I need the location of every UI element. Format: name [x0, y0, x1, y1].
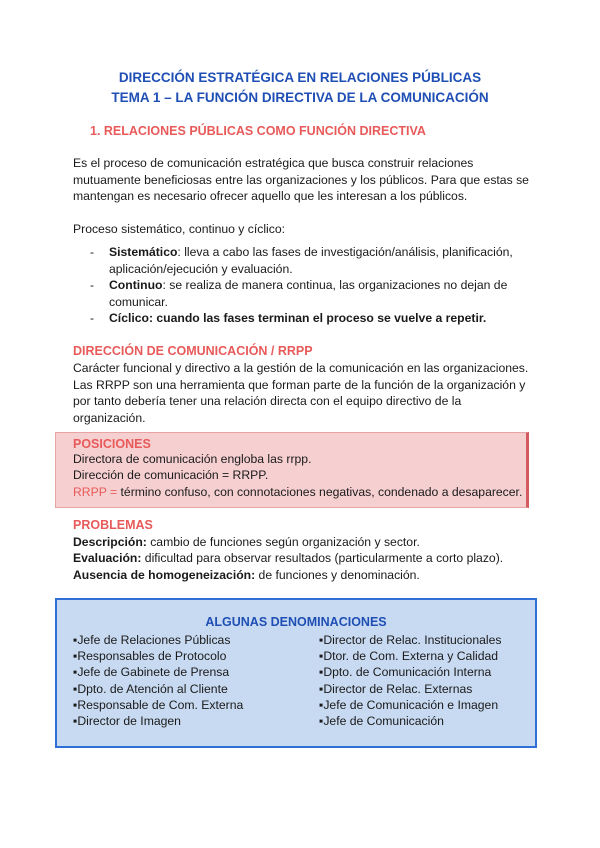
list-item: Ausencia de homogeneización: de funciones y denominación. — [73, 567, 420, 582]
term: Continuo — [109, 278, 163, 292]
denominaciones-right-column — [319, 632, 501, 729]
list-item: - Continuo: se realiza de manera continua, las organizaciones no dejan de comunicar. — [90, 278, 508, 309]
dash-bullet-icon: - — [90, 311, 95, 325]
dash-bullet-icon: - — [90, 278, 95, 292]
list-item: ▪Director de Imagen — [73, 714, 181, 729]
list-item: - Sistemático: lleva a cabo las fases de investigación/análisis, planificación, aplicación/ejecución y evaluación. — [90, 245, 513, 276]
intro-line: Es el proceso de comunicación estratégica que busca construir relaciones — [73, 156, 474, 170]
direccion-paragraph: Carácter funcional y directivo a la gestión de la comunicación en las organizaciones. Las RRPP son una herramienta que forman parte de la función de la organización y por tanto debería tener una relación directa con el equipo directivo de la organización. — [73, 361, 529, 425]
list-item: ▪Dtor. de Com. Externa y Calidad — [319, 649, 499, 664]
list-item: ▪Dpto. de Comunicación Interna — [319, 665, 492, 680]
list-item: ▪Responsables de Protocolo — [73, 649, 227, 664]
denominaciones-left-column — [73, 632, 243, 729]
subheading-problemas: PROBLEMAS — [73, 518, 153, 532]
section-heading: 1. RELACIONES PÚBLICAS COMO FUNCIÓN DIRECTIVA — [90, 124, 426, 138]
process-list — [90, 244, 520, 327]
document-title: DIRECCIÓN ESTRATÉGICA EN RELACIONES PÚBLICAS — [118, 70, 482, 85]
intro-paragraph — [73, 155, 533, 205]
list-item: ▪Jefe de Gabinete de Prensa — [73, 665, 230, 680]
denominaciones-title: ALGUNAS DENOMINACIONES — [205, 615, 387, 629]
posiciones-box: POSICIONES Directora de comunicación engloba las rrpp. Dirección de comunicación = RRPP. RRPP = término confuso, con connotaciones negativas, condenado a desaparecer. — [55, 432, 529, 508]
topic-title: TEMA 1 – LA FUNCIÓN DIRECTIVA DE LA COMUNICACIÓN — [111, 90, 489, 105]
list-item: ▪Jefe de Comunicación — [319, 714, 444, 729]
list-item: ▪Director de Relac. Institucionales — [319, 633, 502, 647]
list-item: Descripción: cambio de funciones según organización y sector. — [73, 535, 420, 549]
term: RRPP = — [73, 484, 118, 499]
list-item: Evaluación: dificultad para observar resultados (particularmente a corto plazo). — [73, 551, 504, 566]
list-item: ▪Dpto. de Atención al Cliente — [73, 681, 228, 696]
subheading-direccion: DIRECCIÓN DE COMUNICACIÓN / RRPP — [73, 344, 313, 358]
intro-line: mutuamente beneficiosas entre las organizaciones y los públicos. Para que estas se — [73, 172, 529, 187]
dash-bullet-icon: - — [90, 245, 95, 259]
term: Sistemático — [109, 245, 178, 259]
list-item: ▪Director de Relac. Externas — [319, 681, 473, 696]
term: Cíclico: cuando las fases terminan el proceso se vuelve a repetir. — [109, 311, 487, 325]
subheading-posiciones: POSICIONES — [73, 437, 151, 451]
problemas-list — [73, 534, 503, 583]
list-item: ▪Jefe de Relaciones Públicas — [73, 633, 231, 647]
list-item — [90, 310, 520, 327]
denominaciones-box — [55, 598, 537, 748]
process-lead: Proceso sistemático, continuo y cíclico: — [73, 222, 286, 236]
list-item: ▪Jefe de Comunicación e Imagen — [319, 697, 499, 712]
intro-line: mantengan es necesario ofrecer aquello que les interesan a los públicos. — [73, 189, 468, 203]
list-item: ▪Responsable de Com. Externa — [73, 697, 244, 712]
